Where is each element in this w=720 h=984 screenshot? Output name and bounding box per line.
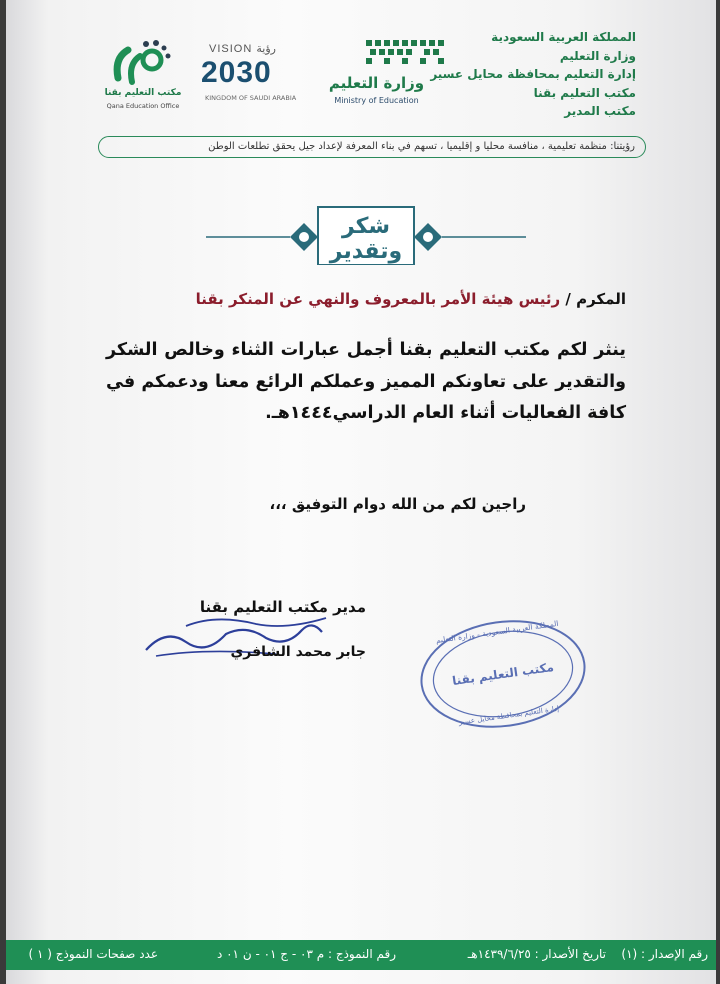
form-footer <box>6 940 716 970</box>
header-line-director: مكتب المدير <box>564 104 636 118</box>
vision-label: VISION رؤية <box>209 43 276 55</box>
addressee-title: رئيس هيئة الأمر بالمعروف والنهي عن المنكر بقنا <box>195 290 561 308</box>
qana-logo-arabic: مكتب التعليم بقنا <box>104 88 182 98</box>
stamp-outer-text: المملكة العربية السعودية - وزارة التعليم <box>435 618 559 645</box>
addressee-line <box>196 290 626 308</box>
official-stamp <box>416 612 591 737</box>
signatory-name: جابر محمد الشافري <box>230 644 366 660</box>
letter-body: ينثر لكم مكتب التعليم بقنا أجمل عبارات الثناء وخالص الشكر والتقدير على تعاونكم المميز وعملكم الرائع معنا ودعمكم في كافة الفعاليات أثناء العام الدراسي١٤٤٤هـ. <box>106 340 626 423</box>
ministry-of-education-logo <box>324 38 429 110</box>
vision-subtitle: KINGDOM OF SAUDI ARABIA <box>205 94 297 102</box>
footer-issue-date: تاريخ الأصدار : ١٤٣٩/٦/٢٥هـ <box>467 947 606 961</box>
stamp-bottom-text: إدارة التعليم بمحافظة محايل عسير <box>458 704 560 727</box>
letter-page <box>6 0 716 984</box>
qana-office-logo <box>98 38 188 118</box>
header-line-office: مكتب التعليم بقنا <box>533 85 636 100</box>
thanks-ornament <box>206 203 526 265</box>
salutation: المكرم / <box>565 290 626 308</box>
letter-closing: راجين لكم من الله دوام التوفيق ،،، <box>269 495 526 513</box>
footer-edition: رقم الإصدار : (١) <box>621 947 708 961</box>
footer-page-count: عدد صفحات النموذج ( ١ ) <box>28 947 158 961</box>
vision-year: 2030 <box>201 56 272 89</box>
footer-form-number: رقم النموذج : م ٠٣ - ج ٠١ - ن ٠١ د <box>216 947 396 961</box>
header-line-kingdom: المملكة العربية السعودية <box>491 30 636 44</box>
signatory-title: مدير مكتب التعليم بقنا <box>199 598 366 616</box>
vision-motto-bar: رؤيتنا: منظمة تعليمية ، منافسة محليا و إقليميا ، تسهم في بناء المعرفة لإعداد جيل يحقق تطلعات الوطن <box>98 136 646 158</box>
ornament-text-bottom: وتقدير <box>329 239 403 264</box>
ministry-logo-arabic: وزارة التعليم <box>328 74 425 92</box>
ministry-dots-icon <box>366 38 456 68</box>
header-line-ministry: وزارة التعليم <box>559 48 636 63</box>
signature-block <box>126 598 366 678</box>
qana-logo-english: Qana Education Office <box>106 102 180 110</box>
ornament-text-top: شكر <box>341 214 391 239</box>
vision-2030-logo <box>201 42 321 107</box>
header-line-administration: إدارة التعليم بمحافظة محايل عسير <box>430 67 636 81</box>
ministry-logo-english: Ministry of Education <box>334 96 419 105</box>
stamp-center-text: مكتب التعليم بقنا <box>451 659 555 689</box>
qana-emblem-icon <box>106 38 176 88</box>
